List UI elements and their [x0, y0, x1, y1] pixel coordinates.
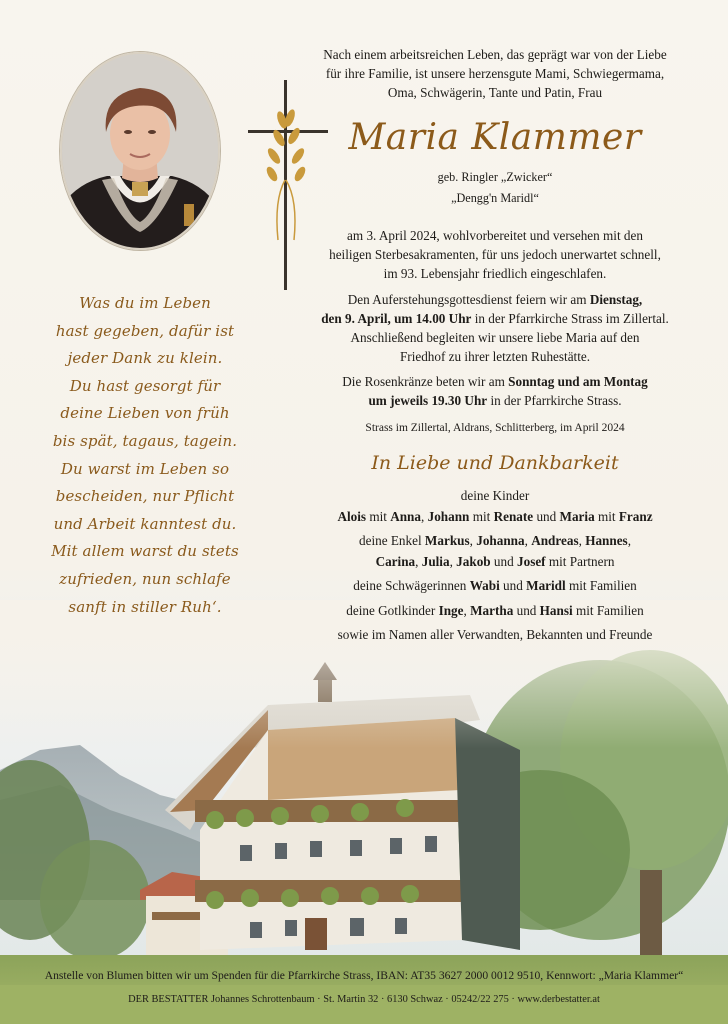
- grandchildren-line-2: Carina, Julia, Jakob und Josef mit Partnern: [375, 553, 615, 569]
- rosary-text: Die Rosenkränze beten wir am: [342, 374, 509, 389]
- poem-line: und Arbeit kanntest du.: [53, 514, 237, 533]
- poem-line: sanft in stiller Ruh‘.: [68, 597, 222, 616]
- farmhouse-landscape-image: [0, 600, 728, 1024]
- intro-line: für ihre Familie, ist unsere herzensgute Mami, Schwiegermama,: [325, 66, 665, 81]
- funeral-service: [290, 290, 700, 366]
- poem-line: jeder Dank zu klein.: [67, 349, 223, 368]
- intro-text: [290, 45, 700, 102]
- nickname: „Dengg'n Maridl“: [451, 191, 539, 205]
- section-heading: In Liebe und Dankbarkeit: [371, 452, 619, 474]
- death-notice: [290, 226, 700, 283]
- others-line: sowie im Namen aller Verwandten, Bekannten und Freunde: [337, 627, 653, 642]
- death-line: im 93. Lebensjahr friedlich eingeschlafen.: [383, 266, 607, 281]
- service-text: Den Auferstehungsgottesdienst feiern wir am: [347, 292, 590, 307]
- poem-line: bescheiden, nur Pflicht: [55, 487, 235, 506]
- donation-note: Anstelle von Blumen bitten wir um Spenden für die Pfarrkirche Strass, IBAN: AT35 3627 2000 0012 9510, Kennwort: „Maria Klammer“: [44, 969, 684, 982]
- death-line: heiligen Sterbesakramenten, für uns jedoch unerwartet schnell,: [329, 247, 661, 262]
- poem-line: Mit allem warst du stets: [51, 542, 239, 561]
- children-label: deine Kinder: [460, 488, 530, 503]
- inlaws-line: deine Schwägerinnen Wabi und Maridl mit Familien: [353, 578, 637, 593]
- service-date: den 9. April, um 14.00 Uhr: [321, 311, 472, 326]
- service-line: Friedhof zu ihrer letzten Ruhestätte.: [399, 349, 591, 364]
- godchildren-line: deine Gotlkinder Inge, Martha und Hansi mit Familien: [346, 602, 644, 618]
- rosary-place: in der Pfarrkirche Strass.: [487, 393, 622, 408]
- poem: [20, 290, 270, 621]
- service-day: Dienstag,: [589, 292, 643, 307]
- poem-line: Was du im Leben: [79, 294, 211, 312]
- service-line: Anschließend begleiten wir unsere liebe Maria auf den: [350, 330, 640, 345]
- birth-name: geb. Ringler „Zwicker“: [437, 170, 553, 184]
- rosary-time: um jeweils 19.30 Uhr: [368, 393, 488, 408]
- rosary-days: Sonntag und am Montag: [508, 374, 648, 389]
- deceased-name: Maria Klammer: [348, 117, 642, 158]
- poem-line: zufrieden, nun schlafe: [59, 569, 231, 588]
- death-line: am 3. April 2024, wohlvorbereitet und versehen mit den: [347, 228, 643, 243]
- children-line: Alois mit Anna, Johann mit Renate und Maria mit Franz: [337, 508, 653, 524]
- undertaker-info: DER BESTATTER Johannes Schrottenbaum · St. Martin 32 · 6130 Schwaz · 05242/22 275 · www.derbestatter.at: [128, 994, 600, 1005]
- poem-line: Du warst im Leben so: [60, 459, 230, 478]
- mourners: [290, 486, 700, 646]
- place-date-text: Strass im Zillertal, Aldrans, Schlitterberg, im April 2024: [365, 422, 625, 434]
- portrait-photo: [60, 52, 220, 250]
- grandchildren-line: deine Enkel Markus, Johanna, Andreas, Hannes,: [359, 533, 631, 548]
- poem-line: hast gegeben, dafür ist: [55, 321, 235, 340]
- place-date: [290, 419, 700, 438]
- service-place: in der Pfarrkirche Strass im Zillertal.: [471, 311, 669, 326]
- poem-line: bis spät, tagaus, tagein.: [52, 431, 238, 450]
- name-details: [290, 168, 700, 208]
- intro-line: Nach einem arbeitsreichen Leben, das geprägt war von der Liebe: [323, 47, 667, 62]
- poem-line: deine Lieben von früh: [60, 404, 230, 423]
- poem-line: Du hast gesorgt für: [69, 376, 221, 395]
- rosary-info: [290, 372, 700, 410]
- intro-line: Oma, Schwägerin, Tante und Patin, Frau: [387, 85, 603, 100]
